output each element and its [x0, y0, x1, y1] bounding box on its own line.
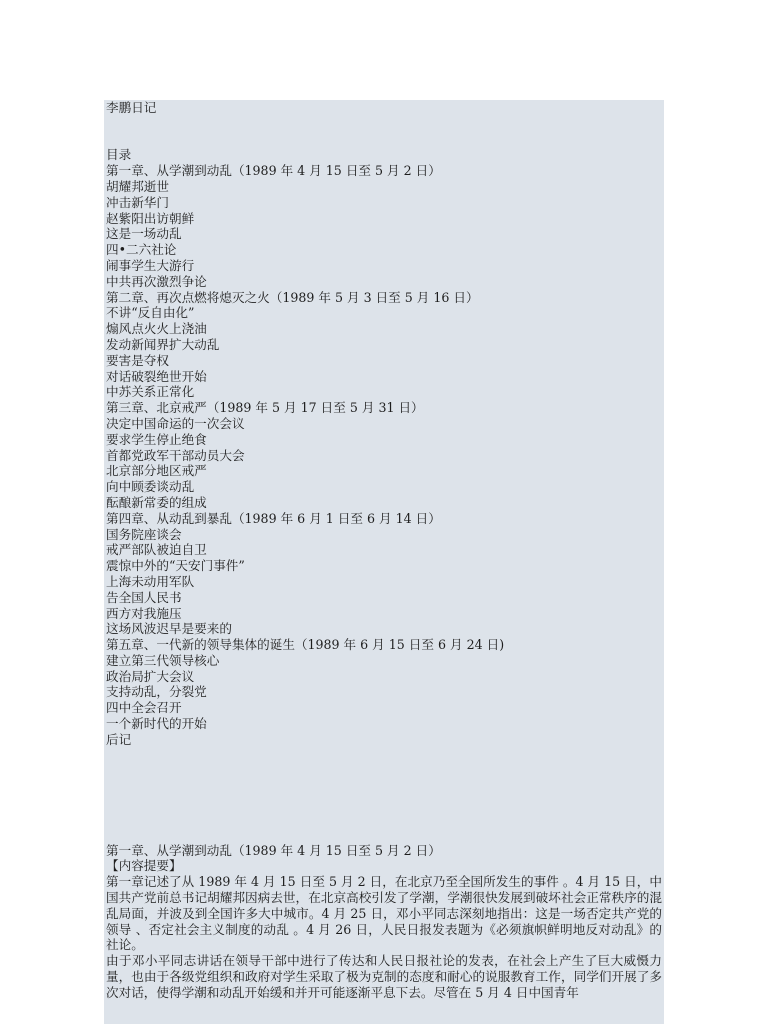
toc-item: 四•二六社论	[106, 242, 177, 258]
toc-item: 闹事学生大游行	[106, 257, 195, 273]
toc-item: 北京部分地区戒严	[106, 463, 207, 479]
document-body	[106, 100, 662, 1001]
toc-item: 对话破裂绝世开始	[106, 368, 207, 384]
toc-item: 决定中国命运的一次会议	[106, 415, 245, 431]
toc-item: 建立第三代领导核心	[106, 652, 220, 668]
toc-item: 震惊中外的“天安门事件”	[106, 558, 245, 574]
toc-item: 国务院座谈会	[106, 526, 182, 542]
toc-item: 冲击新华门	[106, 194, 169, 210]
toc-item: 四中全会召开	[106, 700, 182, 716]
toc-item: 支持动乱，分裂党	[106, 684, 207, 700]
toc-item: 这是一场动乱	[106, 226, 182, 242]
toc-item: 要害是夺权	[106, 352, 169, 368]
toc-item: 赵紫阳出访朝鲜	[106, 210, 195, 226]
document-title: 李鹏日记	[106, 100, 157, 115]
toc-item: 上海未动用军队	[106, 573, 195, 589]
toc-item: 发动新闻界扩大动乱	[106, 336, 220, 352]
toc-item: 要求学生停止绝食	[106, 431, 207, 447]
toc-item: 向中顾委谈动乱	[106, 479, 195, 495]
document-panel	[104, 100, 664, 1024]
toc-item: 第三章、北京戒严（1989 年 5 月 17 日至 5 月 31 日）	[106, 400, 424, 416]
body-paragraph: 由于邓小平同志讲话在领导干部中进行了传达和人民日报社论的发表，在社会上产生了巨大威慑力量，也由于各级党组织和政府对学生采取了极为克制的态度和耐心的说服教育工作，同学们开展了多次对话，使得学潮和动乱开始缓和并开可能逐渐平息下去。尽管在 5 月 4 日中国青年	[106, 953, 662, 1000]
toc-item: 西方对我施压	[106, 605, 182, 621]
toc-item: 第五章、一代新的领导集体的诞生（1989 年 6 月 15 日至 6 月 24 日)	[106, 637, 505, 653]
toc-item: 中苏关系正常化	[106, 384, 195, 400]
toc-item: 第二章、再次点燃将熄灭之火（1989 年 5 月 3 日至 5 月 16 日）	[106, 289, 479, 305]
toc-item: 政治局扩大会议	[106, 668, 195, 684]
toc-item: 煽风点火火上浇油	[106, 321, 207, 337]
toc-item: 第一章、从学潮到动乱（1989 年 4 月 15 日至 5 月 2 日）	[106, 163, 441, 179]
toc-item: 后记	[106, 731, 132, 747]
summary-label: 【内容提要】	[106, 858, 182, 874]
toc-item: 告全国人民书	[106, 589, 182, 605]
toc-heading: 目录	[106, 147, 132, 163]
body-paragraph: 第一章记述了从 1989 年 4 月 15 日至 5 月 2 日，在北京乃至全国所发生的事件 。4 月 15 日，中国共产党前总书记胡耀邦因病去世，在北京高校引发了学潮，学潮很快发展到破坏社会正常秩序的混乱局面，并波及到全国许多大中城市。4 月 25 日，邓小平同志深刻地指出：这是一场否定共产党的领导 、否定社会主义制度的动乱 。4 月 26 日，人民日报发表题为《必须旗帜鲜明地反对动乱》的社论。	[106, 874, 662, 953]
toc-item: 首都党政军干部动员大会	[106, 447, 245, 463]
toc-item: 酝酿新常委的组成	[106, 494, 207, 510]
toc-item: 中共再次激烈争论	[106, 273, 207, 289]
spacer	[106, 116, 662, 148]
toc-item: 一个新时代的开始	[106, 716, 207, 732]
toc-item: 不讲“反自由化”	[106, 305, 195, 321]
chapter-heading: 第一章、从学潮到动乱（1989 年 4 月 15 日至 5 月 2 日）	[106, 842, 441, 858]
table-of-contents	[106, 163, 662, 747]
spacer	[106, 748, 662, 843]
toc-item: 胡耀邦逝世	[106, 178, 169, 194]
toc-item: 戒严部队被迫自卫	[106, 542, 207, 558]
toc-item: 这场风波迟早是要来的	[106, 621, 232, 637]
toc-item: 第四章、从动乱到暴乱（1989 年 6 月 1 日至 6 月 14 日）	[106, 510, 441, 526]
